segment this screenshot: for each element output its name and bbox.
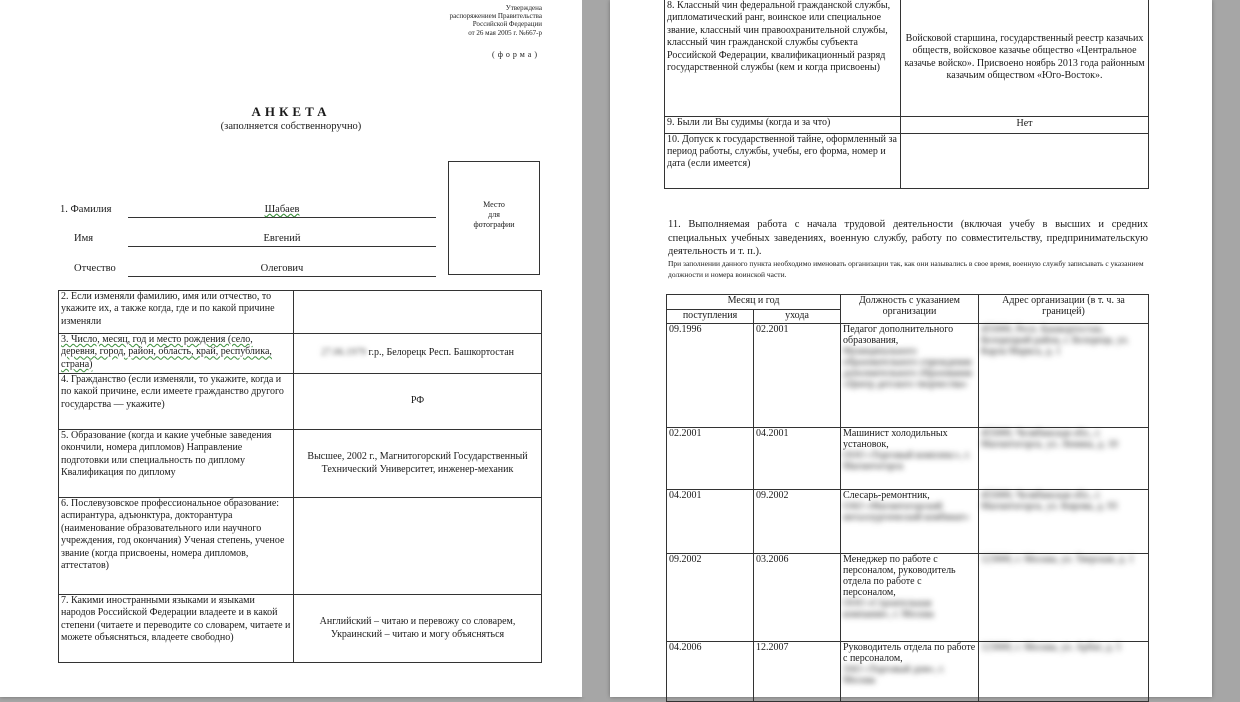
end-date-cell: 12.2007 (754, 642, 841, 702)
table-row (665, 133, 1149, 188)
document-subtitle: (заполняется собственноручно) (220, 121, 362, 132)
work-history-table (666, 294, 1149, 702)
table-header-row (667, 295, 1149, 310)
answer-cell: РФ (294, 374, 542, 430)
question-cell: 10. Допуск к государственной тайне, оформленный за период работы, службы, учебы, его форма, номер и дата (если имеется) (665, 133, 901, 188)
question-cell: 4. Гражданство (если изменяли, то укажите, когда и по какой причине, если имеете гражданство другого государства — укажите) (59, 374, 294, 430)
end-date-cell: 04.2001 (754, 428, 841, 490)
photo-placeholder (448, 161, 540, 275)
position-cell (841, 324, 979, 428)
answer-cell (294, 291, 542, 334)
name-row (60, 233, 440, 247)
answer-cell: Войсковой старшина, государственный реестр казачьих обществ, войсковое казачье общество «Центральное казачье войско». Присвоено ноябрь 2013 года районным казачьим обществом «Юго-Восток». (901, 0, 1149, 116)
table-row (667, 642, 1149, 702)
column-header: ухода (754, 310, 841, 324)
table-row (59, 595, 542, 663)
section-11-heading: 11. Выполняемая работа с начала трудовой деятельности (включая учебу в высших и средних специальных учебных заведениях, военную службу, работу по совместительству, предпринимательскую деятельность и т. п.). (668, 219, 1148, 257)
answer-cell: Английский – читаю и перевожу со словарем, Украинский – читаю и могу объясняться (294, 595, 542, 663)
position-cell (841, 428, 979, 490)
answer-cell: Высшее, 2002 г., Магнитогорский Государственный Технический Университет, инженер-механик (294, 430, 542, 498)
blurred-birthdate: 27.06.1979 (320, 347, 366, 359)
end-date-cell: 02.2001 (754, 324, 841, 428)
patronymic-row (60, 263, 440, 277)
position-text: Слесарь-ремонтник, (843, 490, 930, 501)
section-11-note: При заполнении данного пункта необходимо именовать организации так, как они назывались в свое время, военную службу записывать с указанием должности и номера воинской части. (668, 259, 1144, 279)
table-row (59, 291, 542, 334)
answer-cell (901, 133, 1149, 188)
questionnaire-table-right (664, 0, 1149, 189)
position-cell (841, 642, 979, 702)
blurred-organization: ООО «Торговый комплекс», г. Магнитогорск (843, 450, 971, 472)
form-label: (форма) (492, 50, 540, 59)
photo-label: фотографии (473, 220, 515, 229)
start-date-cell: 02.2001 (667, 428, 754, 490)
table-row (59, 498, 542, 595)
surname-row (60, 204, 440, 218)
question-cell: 5. Образование (когда и какие учебные заведения окончили, номера дипломов) Направление подготовки или специальность по диплому Квалификация по диплому (59, 430, 294, 498)
start-date-cell: 09.1996 (667, 324, 754, 428)
blurred-address: 455000, Респ. Башкортостан, Белорецкий район, г. Белорецк, ул. Карла Маркса, д. 1 (979, 324, 1149, 428)
start-date-cell: 04.2001 (667, 490, 754, 554)
approval-line: Утверждена (505, 4, 542, 12)
blurred-organization: ООО «Строительная компания», г. Москва (843, 598, 934, 620)
question-cell: 8. Классный чин федеральной гражданской службы, дипломатический ранг, воинское или специальное звание, классный чин правоохранительной службы, классный чин гражданской службы субъекта Российской Федерации, квалификационный разряд государственной службы (кем и когда присвоены) (665, 0, 901, 116)
question-cell: 3. Число, месяц, год и место рождения (село, деревня, город, район, область, край, республика, страна) (59, 334, 294, 374)
table-row (59, 374, 542, 430)
surname-value: Шабаев (264, 204, 300, 215)
answer-cell (294, 498, 542, 595)
column-header: Адрес организации (в т. ч. за границей) (979, 295, 1149, 324)
blurred-organization: ОАО «Магнитогорский металлургический комбинат» (843, 501, 970, 523)
photo-label: для (488, 210, 500, 219)
column-header: Месяц и год (667, 295, 841, 310)
start-date-cell: 09.2002 (667, 554, 754, 642)
position-text: Руководитель отдела по работе с персоналом, (843, 642, 976, 664)
approval-stamp (382, 4, 542, 37)
document-title: АНКЕТА (251, 104, 331, 119)
name-value: Евгений (263, 233, 301, 244)
blurred-organization: Муниципального образовательного учреждения дополнительного образования «Центр детского творчества» (843, 346, 972, 390)
name-label: Имя (74, 233, 94, 244)
position-cell (841, 490, 979, 554)
blurred-organization: ЗАО «Торговый дом», г. Москва (843, 664, 945, 686)
table-row (667, 428, 1149, 490)
table-row (667, 490, 1149, 554)
answer-cell (294, 334, 542, 374)
end-date-cell: 03.2006 (754, 554, 841, 642)
position-text: Менеджер по работе с персоналом, руководитель отдела по работе с персоналом, (843, 554, 956, 598)
column-header: Должность с указанием организации (841, 295, 979, 324)
question-cell: 2. Если изменяли фамилию, имя или отчество, то укажите их, а также когда, где и по какой причине изменяли (59, 291, 294, 334)
blurred-address: 455000, Челябинская обл., г. Магнитогорск, ул. Кирова, д. 93 (979, 490, 1149, 554)
table-row (665, 0, 1149, 116)
table-row (667, 324, 1149, 428)
approval-line: Российской Федерации (472, 20, 542, 29)
approval-line: от 26 мая 2005 г. №667-р (468, 28, 542, 37)
question-cell: 7. Какими иностранными языками и языками народов Российской Федерации владеете и в какой степени (читаете и переводите со словарем, читаете и можете объясняться, владеете свободно) (59, 595, 294, 663)
photo-label: Место (483, 200, 505, 209)
table-row (59, 334, 542, 374)
start-date-cell: 04.2006 (667, 642, 754, 702)
position-text: Педагог дополнительного образования, (843, 324, 954, 346)
surname-label: 1. Фамилия (60, 204, 112, 215)
questionnaire-table-left (58, 290, 542, 663)
birthplace-text: г.р., Белорецк Респ. Башкортостан (365, 347, 514, 359)
position-text: Машинист холодильных установок, (843, 428, 948, 450)
end-date-cell: 09.2002 (754, 490, 841, 554)
answer-cell: Нет (901, 116, 1149, 133)
table-row (59, 430, 542, 498)
question-cell: 9. Были ли Вы судимы (когда и за что) (665, 116, 901, 133)
page-gap (582, 0, 610, 697)
position-cell (841, 554, 979, 642)
blurred-address: 123000, г. Москва, ул. Арбат, д. 5 (979, 642, 1149, 702)
blurred-address: 123000, г. Москва, ул. Тверская, д. 1 (979, 554, 1149, 642)
column-header: поступления (667, 310, 754, 324)
table-row (667, 554, 1149, 642)
blurred-address: 455000, Челябинская обл., г. Магнитогорск, ул. Ленина, д. 10 (979, 428, 1149, 490)
question-cell: 6. Послевузовское профессиональное образование: аспирантура, адъюнктура, докторантура (наименование образовательного или научного учреждения, год окончания) Ученая степень, ученое звание (когда присвоены, номера дипломов, аттестатов) (59, 498, 294, 595)
table-row (665, 116, 1149, 133)
approval-line: распоряжением Правительства (449, 12, 542, 21)
patronymic-label: Отчество (74, 263, 116, 274)
patronymic-value: Олегович (260, 263, 304, 274)
